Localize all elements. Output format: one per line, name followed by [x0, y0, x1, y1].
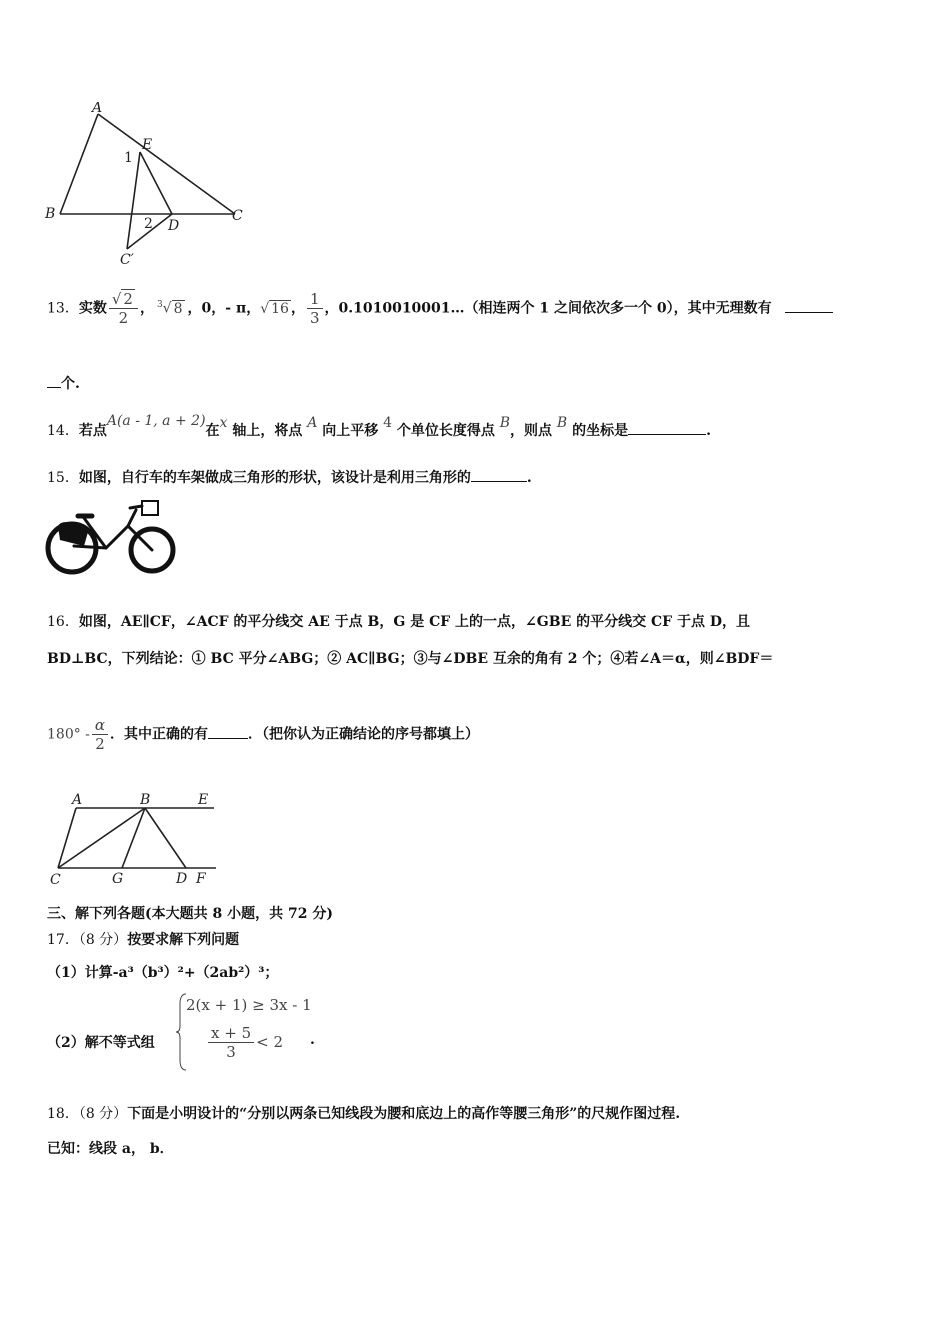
- question-17-end: .: [310, 1032, 315, 1048]
- label-angle-1: 1: [124, 150, 133, 166]
- question-18-given: 已知：线段 a， b．: [47, 1141, 174, 1157]
- triangle-figure: [40, 102, 260, 272]
- cbrt-8: $^3$√ 8: [156, 299, 183, 317]
- frac-one-third: $\frac{1}{3}$: [307, 290, 323, 327]
- answer-blank-16[interactable]: [208, 738, 248, 739]
- inequality-system: [176, 992, 326, 1072]
- question-13-cont: 个.: [47, 373, 80, 393]
- label-angle-2: 2: [144, 216, 153, 232]
- question-16-line1: 16．如图，AE∥CF，∠ACF 的平分线交 AE 于点 B，G 是 CF 上的一点，∠GBE 的平分线交 CF 于点 D，且: [47, 614, 750, 630]
- label-b: B: [140, 792, 151, 808]
- label-a: A: [72, 792, 83, 808]
- answer-blank-13-cont[interactable]: [47, 387, 61, 388]
- question-17-part2: （2）解不等式组: [47, 1035, 155, 1051]
- question-15: 15．如图，自行车的车架做成三角形的形状，该设计是利用三角形的 .: [47, 470, 532, 486]
- question-17: 17．（8 分）按要求解下列问题: [47, 932, 240, 948]
- question-16-line3: 180° - $\frac{\alpha}{2}$ ．其中正确的有 ．（把你认为正确结论的序号都填上）: [47, 716, 480, 753]
- parallel-lines-figure: [44, 786, 224, 890]
- label-e: E: [198, 792, 209, 808]
- label-d: D: [176, 871, 188, 887]
- frac-sqrt2-over-2: $\frac{√ 2}{2}$: [109, 290, 138, 327]
- answer-blank-15[interactable]: [471, 481, 527, 482]
- question-18: 18．（8 分）下面是小明设计的“分别以两条已知线段为腰和底边上的高作等腰三角形”的尺规作图过程.: [47, 1106, 681, 1122]
- label-c: C: [232, 208, 243, 224]
- inequality-2-rhs: < 2: [256, 1033, 283, 1051]
- bicycle-figure: [44, 496, 180, 578]
- label-g: G: [112, 871, 124, 887]
- question-14: 14．若点A(a - 1, a + 2)在x 轴上，将点 A 向上平移 4 个单位长度得点 B，则点 B 的坐标是 .: [47, 413, 711, 439]
- inequality-1: 2(x + 1) ≥ 3x - 1: [186, 996, 312, 1014]
- answer-blank-14[interactable]: [628, 434, 706, 435]
- sqrt-16: √ 16: [260, 300, 289, 317]
- label-c: C: [50, 872, 61, 888]
- inequality-2-fraction: $\frac{x + 5}{3}$: [208, 1024, 254, 1061]
- label-a: A: [92, 102, 103, 116]
- question-16-line2: BD⊥BC，下列结论：① BC 平分∠ABG；② AC∥BG；③与∠DBE 互余的角有 2 个；④若∠A＝α，则∠BDF＝: [47, 651, 774, 667]
- frac-alpha-over-2: $\frac{\alpha}{2}$: [92, 716, 108, 753]
- question-17-part1: （1）计算-a³（b³）²+（2ab²）³；: [47, 965, 279, 981]
- label-d: D: [168, 218, 180, 234]
- question-13: 13．实数 $\frac{√ 2}{2}$ ， $^3$√ 8 ，0，- π，√ 16 ， $\frac{1}{3}$ ，0.1010010001…（相连两个 1 之间依次多一个 0），其中无理数有: [47, 290, 833, 327]
- label-c-prime: C′: [120, 252, 134, 268]
- section-3-heading: 三、解下列各题(本大题共 8 小题，共 72 分): [47, 906, 333, 922]
- answer-blank-13[interactable]: [785, 312, 833, 313]
- label-f: F: [196, 871, 206, 887]
- label-b: B: [45, 206, 56, 222]
- label-e: E: [142, 137, 153, 153]
